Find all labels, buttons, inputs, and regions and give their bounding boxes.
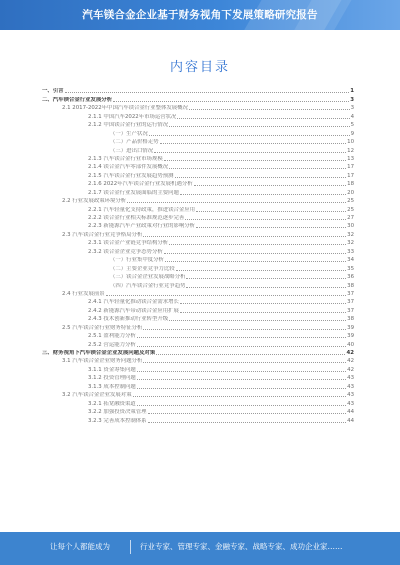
toc-entry-label: 3.1.3 成本控制问题 [88, 383, 136, 390]
dot-leader [194, 185, 347, 186]
dot-leader [137, 379, 346, 380]
dot-leader [176, 270, 346, 271]
toc-entry[interactable] [42, 398, 354, 406]
toc-entry-page: 42 [347, 366, 354, 373]
toc-entry-label: （三）进出口情况 [110, 147, 154, 154]
footer-slogan-right: 行业专家、管理专家、金融专家、战略专家、成功企业家…… [140, 542, 343, 551]
dot-leader [186, 287, 346, 288]
toc-entry-page: 17 [347, 172, 354, 179]
toc-entry-page: 18 [347, 181, 354, 188]
toc-entry-label: 2.1.2 中国镁合金行业的运行情况 [88, 122, 169, 129]
dot-leader [154, 152, 346, 153]
dot-leader [169, 244, 346, 245]
toc-entry-page: 20 [347, 189, 354, 196]
dot-leader [156, 354, 345, 355]
toc-entry[interactable] [42, 111, 354, 119]
dot-leader [133, 396, 347, 397]
toc-entry-label: 2.1.7 镁合金行业发展面临的主要问题 [88, 189, 179, 196]
toc-entry[interactable] [42, 246, 354, 254]
header-banner [0, 0, 400, 30]
toc-entry-page: 44 [347, 409, 354, 416]
toc-entry-label: 三、财务视角下汽车镁合金企业发展问题及对策 [42, 350, 156, 356]
toc-entry-page: 3 [350, 96, 354, 103]
dot-leader [137, 388, 346, 389]
toc-title: 内容目录 [169, 60, 230, 75]
dot-leader [137, 346, 346, 347]
toc-entry-page: 12 [347, 147, 354, 154]
toc-entry-label: 2.4.1 汽车轻量化推动镁合金需求增长 [88, 299, 179, 306]
toc-entry-label: 2.2 行业发展政策环境分析 [62, 198, 127, 205]
toc-entry-label: 2.1.4 镁合金汽车零部件发展概况 [88, 164, 169, 171]
toc-entry[interactable] [42, 179, 354, 187]
toc-entry[interactable] [42, 204, 354, 212]
toc-entry-label: （一）行业集中度分析 [110, 257, 164, 264]
toc-entry[interactable] [42, 196, 354, 204]
toc-entry[interactable] [42, 229, 354, 237]
dot-leader [143, 362, 346, 363]
toc-entry-page: 43 [347, 392, 354, 399]
toc-entry-page: 5 [350, 122, 354, 129]
toc-entry-page: 25 [347, 206, 354, 213]
toc-entry[interactable] [42, 170, 354, 178]
toc-entry[interactable] [42, 289, 354, 297]
toc-entry[interactable] [42, 390, 354, 398]
toc-entry-label: （三）镁合金企业发展战略分析 [110, 274, 186, 281]
toc-entry[interactable] [42, 339, 354, 347]
toc-entry-page: 9 [350, 130, 354, 137]
toc-entry-page: 43 [347, 383, 354, 390]
toc-entry[interactable] [42, 322, 354, 330]
toc-entry-page: 42 [347, 358, 354, 365]
toc-entry[interactable] [42, 137, 354, 145]
toc-entry-page: 40 [347, 341, 354, 348]
dot-leader [148, 413, 347, 414]
toc-entry-page: 37 [347, 290, 354, 297]
dot-leader [165, 261, 346, 262]
toc-entry-label: 2.1.6 2022年汽车镁合金行业发展机遇分析 [88, 181, 193, 188]
toc-entry-label: 2.1.1 中国汽车2022年市场运营状况 [88, 113, 177, 120]
toc-entry-page: 32 [347, 240, 354, 247]
toc-entry-label: 2.3.1 镁合金产业链竞争结构分析 [88, 240, 169, 247]
toc-entry-label: 2.5.2 营运能力分析 [88, 341, 136, 348]
toc-entry-page: 43 [347, 375, 354, 382]
toc-entry[interactable] [42, 120, 354, 128]
toc-entry[interactable] [42, 348, 354, 356]
toc-entry-label: 二、汽车镁合金行业发展分析 [42, 96, 113, 103]
dot-leader [149, 135, 350, 136]
dot-leader [180, 312, 346, 313]
toc-entry-page: 42 [346, 350, 354, 356]
footer-divider [130, 540, 131, 554]
toc-entry-label: （四）汽车镁合金行业竞争趋势 [110, 282, 186, 289]
toc-entry-page: 44 [347, 417, 354, 424]
dot-leader [169, 320, 346, 321]
toc-entry-page: 43 [347, 400, 354, 407]
toc-entry-label: 2.3.2 镁合金企业竞争态势分析 [88, 248, 163, 255]
toc-entry-label: 2.1.5 汽车镁合金行业发展趋势预测 [88, 172, 174, 179]
toc-entry-page: 36 [347, 274, 354, 281]
toc-entry-page: 37 [347, 299, 354, 306]
toc-entry-label: （一）生产状况 [110, 130, 148, 137]
toc-entry-label: 3.1.2 投资管理问题 [88, 375, 136, 382]
toc-entry-page: 27 [347, 215, 354, 221]
dot-leader [175, 177, 347, 178]
toc-entry-label: 2.1 2017-2022年中国汽车镁合金行业整体发展概况 [62, 105, 188, 112]
dot-leader [137, 337, 346, 338]
dot-leader [180, 303, 346, 304]
toc-entry-page: 39 [347, 333, 354, 340]
dot-leader [137, 371, 346, 372]
toc-entry[interactable] [42, 213, 354, 221]
toc-entry[interactable] [42, 154, 354, 162]
toc-entry-page: 32 [347, 231, 354, 238]
toc-entry-page: 35 [347, 265, 354, 272]
toc-entry-label: 3.2.3 完善成本控制体系 [88, 417, 147, 424]
dot-leader [65, 92, 350, 93]
toc-entry-label: 2.2.3 新能源汽车产业政策对行业的影响分析 [88, 223, 196, 230]
dot-leader [189, 109, 350, 110]
toc-entry-page: 25 [347, 198, 354, 205]
toc-entry-page: 39 [347, 324, 354, 331]
toc-entry[interactable] [42, 373, 354, 381]
toc-entry-page: 38 [347, 282, 354, 289]
toc-entry[interactable] [42, 128, 354, 136]
toc-entry[interactable] [42, 356, 354, 364]
toc-entry-label: 2.2.2 镁合金行业相关标准规范逐步完善 [88, 215, 185, 221]
toc-entry-page: 1 [350, 88, 354, 95]
dot-leader [137, 405, 346, 406]
toc-entry-label: 2.1.3 汽车镁合金行业市场规模 [88, 155, 163, 162]
dot-leader [127, 202, 346, 203]
toc-entry-label: （二）产品价格走势 [110, 139, 159, 146]
dot-leader [169, 126, 349, 127]
toc-entry-page: 10 [347, 139, 354, 146]
toc-entry[interactable] [42, 162, 354, 170]
dot-leader [164, 160, 346, 161]
toc-entry[interactable] [42, 103, 354, 111]
table-of-contents [42, 86, 354, 424]
toc-entry-label: 2.3 汽车镁合金行业竞争格局分析 [62, 231, 143, 238]
dot-leader [148, 422, 347, 423]
toc-entry[interactable] [42, 280, 354, 288]
dot-leader [143, 236, 346, 237]
toc-entry-label: 3.1.1 资金筹集问题 [88, 366, 136, 373]
toc-entry[interactable] [42, 297, 354, 305]
toc-entry[interactable] [42, 86, 354, 94]
dot-leader [164, 253, 346, 254]
toc-entry[interactable] [42, 221, 354, 229]
toc-entry-label: 2.4.3 技术创新推动行业转型升级 [88, 316, 169, 323]
toc-entry-page: 13 [347, 155, 354, 162]
toc-entry-label: 3.2 汽车镁合金企业发展对策 [62, 392, 132, 399]
toc-entry[interactable] [42, 272, 354, 280]
toc-entry-label: 2.2.1 汽车轻量化支持政策，推进镁合金应用 [88, 206, 196, 213]
toc-entry-label: （二）主要企业竞争力比较 [110, 265, 175, 272]
toc-entry-label: 3.2.2 加强投资决策管理 [88, 409, 147, 416]
dot-leader [180, 194, 346, 195]
footer-banner [0, 532, 400, 565]
toc-entry-page: 38 [347, 316, 354, 323]
dot-leader [177, 118, 349, 119]
dot-leader [196, 211, 346, 212]
toc-entry-page: 37 [347, 307, 354, 314]
toc-entry[interactable] [42, 305, 354, 313]
toc-entry[interactable] [42, 407, 354, 415]
toc-entry[interactable] [42, 145, 354, 153]
toc-entry-page: 4 [350, 113, 354, 120]
toc-entry-label: 2.5.1 盈利能力分析 [88, 333, 136, 340]
toc-entry[interactable] [42, 381, 354, 389]
toc-entry-page: 34 [347, 257, 354, 264]
toc-entry[interactable] [42, 364, 354, 372]
toc-entry-label: 3.1 汽车镁合金企业财务问题分析 [62, 358, 143, 365]
dot-leader [113, 101, 349, 102]
dot-leader [106, 295, 347, 296]
toc-entry[interactable] [42, 331, 354, 339]
toc-entry-page: 33 [347, 248, 354, 255]
toc-entry-page: 30 [347, 223, 354, 230]
dot-leader [169, 168, 346, 169]
dot-leader [196, 227, 346, 228]
toc-entry[interactable] [42, 187, 354, 195]
toc-entry-label: 一、引言 [42, 88, 64, 95]
toc-entry-label: 3.2.1 拓宽融资渠道 [88, 400, 136, 407]
toc-entry[interactable] [42, 94, 354, 102]
dot-leader [143, 329, 346, 330]
footer-slogan-left: 让每个人都能成为 [50, 542, 110, 551]
toc-entry[interactable] [42, 263, 354, 271]
toc-entry-page: 17 [347, 164, 354, 171]
report-title: 汽车镁合金企业基于财务视角下发展策略研究报告 [82, 9, 318, 21]
toc-entry-label: 2.5 汽车镁合金行业财务特征分析 [62, 324, 143, 331]
dot-leader [160, 143, 347, 144]
toc-entry-page: 3 [350, 105, 354, 112]
toc-entry-label: 2.4 行业发展前景 [62, 290, 105, 297]
toc-entry[interactable] [42, 415, 354, 423]
dot-leader [186, 278, 346, 279]
dot-leader [185, 219, 346, 220]
toc-entry[interactable] [42, 314, 354, 322]
toc-entry[interactable] [42, 238, 354, 246]
toc-entry-label: 2.4.2 新能源汽车带动镁合金应用扩展 [88, 307, 179, 314]
toc-entry[interactable] [42, 255, 354, 263]
